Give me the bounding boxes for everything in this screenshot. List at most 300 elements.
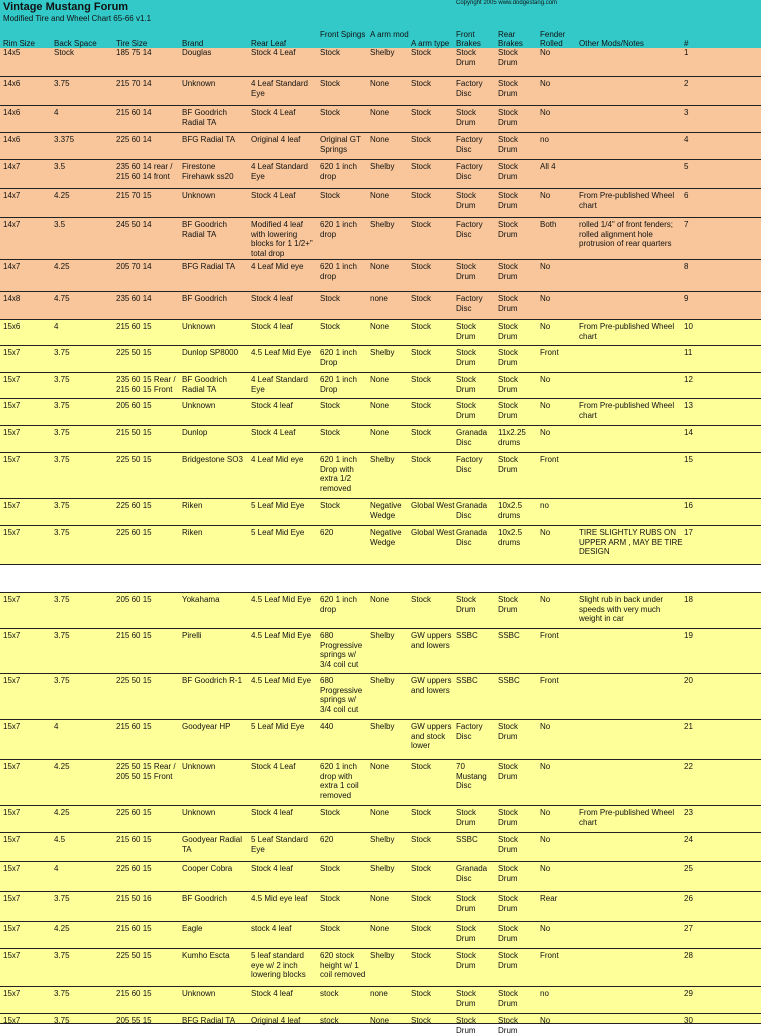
sheet-header xyxy=(0,0,761,48)
table-cell: 15x7 xyxy=(3,924,21,933)
table-cell: 20 xyxy=(684,676,693,685)
table-cell: 620 1 inch drop with extra 1 coil removed xyxy=(320,762,359,800)
table-cell: Shelby xyxy=(370,835,395,844)
table-cell: None xyxy=(370,322,390,331)
table-cell: 185 75 14 xyxy=(116,48,152,57)
table-cell: 14x7 xyxy=(3,262,21,271)
table-cell: No xyxy=(540,924,551,933)
table-cell: 30 xyxy=(684,1016,693,1025)
table-cell: 25 xyxy=(684,864,693,873)
table-cell: Stock Drum xyxy=(456,348,477,367)
table-row xyxy=(0,949,761,987)
table-cell: None xyxy=(370,595,390,604)
table-cell: 14x5 xyxy=(3,48,21,57)
table-cell: Dunlop SP8000 xyxy=(182,348,239,357)
table-cell: Stock Drum xyxy=(498,262,519,281)
table-cell: 23 xyxy=(684,808,693,817)
table-cell: 10x2.5 drums xyxy=(498,528,523,547)
table-cell: Stock xyxy=(411,595,432,604)
table-cell: 15x7 xyxy=(3,894,21,903)
table-cell: 4 Leaf Standard Eye xyxy=(251,79,308,98)
table-cell: Stock Drum xyxy=(498,722,519,741)
table-cell: 3.75 xyxy=(54,375,70,384)
table-cell: Granada Disc xyxy=(456,864,488,883)
table-cell: 225 50 15 xyxy=(116,676,152,685)
table-cell: TIRE SLIGHTLY RUBS ON UPPER ARM , MAY BE TIRE DESIGN xyxy=(579,528,683,556)
table-cell: From Pre-published Wheel chart xyxy=(579,322,675,341)
table-cell: Stock Drum xyxy=(456,48,477,67)
table-cell: 8 xyxy=(684,262,689,271)
table-cell: None xyxy=(370,375,390,384)
table-cell: Stock xyxy=(411,375,432,384)
table-row xyxy=(0,922,761,949)
table-cell: rolled 1/4" of front fenders; rolled alignment hole protrusion of rear quarters xyxy=(579,220,674,248)
column-header: # xyxy=(684,39,689,48)
table-cell: Stock Drum xyxy=(456,108,477,127)
table-cell: 14x6 xyxy=(3,108,21,117)
table-row xyxy=(0,453,761,499)
table-cell: 15x7 xyxy=(3,808,21,817)
table-cell: 3.75 xyxy=(54,595,70,604)
table-cell: BF Goodrich R-1 xyxy=(182,676,243,685)
column-header: Rear Leaf xyxy=(251,39,287,48)
table-cell: Front xyxy=(540,676,559,685)
table-cell: 3 xyxy=(684,108,689,117)
table-cell: SSBC xyxy=(456,835,478,844)
table-cell: Stock xyxy=(411,1016,432,1025)
table-cell: 235 60 15 Rear / 215 60 15 Front xyxy=(116,375,176,394)
table-cell: Stock Drum xyxy=(498,835,519,854)
table-cell: 4 xyxy=(54,322,59,331)
table-cell: Unknown xyxy=(182,401,216,410)
table-cell: Bridgestone SO3 xyxy=(182,455,243,464)
table-cell: Factory Disc xyxy=(456,220,483,239)
table-cell: Shelby xyxy=(370,48,395,57)
table-cell: no xyxy=(540,135,549,144)
table-cell: BF Goodrich xyxy=(182,294,227,303)
table-row xyxy=(0,760,761,806)
table-cell: Both xyxy=(540,220,557,229)
table-cell: Granada Disc xyxy=(456,428,488,447)
table-cell: Stock xyxy=(411,455,432,464)
table-cell: Global West xyxy=(411,501,455,510)
table-cell: 16 xyxy=(684,501,693,510)
table-cell: 215 70 14 xyxy=(116,79,152,88)
column-header: A arm type xyxy=(411,39,450,48)
table-cell: Stock xyxy=(320,808,341,817)
table-cell: 215 60 15 xyxy=(116,722,152,731)
table-cell: Stock 4 leaf xyxy=(251,864,293,873)
column-header: Other Mods/Notes xyxy=(579,39,644,48)
table-cell: Kumho Escta xyxy=(182,951,230,960)
table-cell: Stock xyxy=(411,191,432,200)
table-cell: Stock xyxy=(411,79,432,88)
table-row xyxy=(0,189,761,218)
table-cell: stock xyxy=(320,989,339,998)
table-cell: 15x7 xyxy=(3,989,21,998)
table-cell: 5 Leaf Mid Eye xyxy=(251,501,305,510)
table-cell: 215 60 15 xyxy=(116,322,152,331)
table-cell: Firestone Firehawk ss20 xyxy=(182,162,234,181)
table-cell: Stock xyxy=(320,191,341,200)
table-cell: 215 70 15 xyxy=(116,191,152,200)
table-cell: Stock xyxy=(411,808,432,817)
table-cell: Stock xyxy=(320,48,341,57)
table-row xyxy=(0,593,761,629)
table-cell: No xyxy=(540,375,551,384)
table-cell: 4 Leaf Standard Eye xyxy=(251,162,308,181)
table-cell: No xyxy=(540,1016,551,1025)
table-cell: Stock Drum xyxy=(498,294,519,313)
table-cell: None xyxy=(370,428,390,437)
table-cell: Shelby xyxy=(370,455,395,464)
table-cell: 3.75 xyxy=(54,79,70,88)
table-cell: None xyxy=(370,894,390,903)
table-cell: Unknown xyxy=(182,79,216,88)
table-cell: Stock xyxy=(320,428,341,437)
table-cell: Unknown xyxy=(182,808,216,817)
table-cell: 225 60 15 xyxy=(116,864,152,873)
table-cell: 26 xyxy=(684,894,693,903)
table-row xyxy=(0,320,761,346)
table-cell: 15x7 xyxy=(3,722,21,731)
table-cell: Eagle xyxy=(182,924,203,933)
table-cell: Riken xyxy=(182,501,203,510)
table-cell: 620 1 inch Drop xyxy=(320,375,357,394)
table-cell: Stock 4 leaf xyxy=(251,322,293,331)
table-row xyxy=(0,133,761,160)
table-cell: 7 xyxy=(684,220,689,229)
table-row xyxy=(0,1014,761,1035)
table-cell: Stock Drum xyxy=(498,808,519,827)
table-cell: Stock Drum xyxy=(456,401,477,420)
table-cell: 3.75 xyxy=(54,894,70,903)
table-cell: Negative Wedge xyxy=(370,501,402,520)
table-cell: Stock xyxy=(411,762,432,771)
table-cell: None xyxy=(370,79,390,88)
table-cell: Unknown xyxy=(182,322,216,331)
table-cell: Slight rub in back under speeds with very much weight in car xyxy=(579,595,664,623)
table-cell: Goodyear HP xyxy=(182,722,231,731)
table-row xyxy=(0,806,761,833)
table-cell: Factory Disc xyxy=(456,455,483,474)
table-cell: Shelby xyxy=(370,864,395,873)
table-cell: 3.75 xyxy=(54,455,70,464)
table-cell: 12 xyxy=(684,375,693,384)
table-row xyxy=(0,346,761,373)
table-cell: 225 60 15 xyxy=(116,808,152,817)
table-cell: Yokahama xyxy=(182,595,220,604)
table-cell: 22 xyxy=(684,762,693,771)
table-cell: 15x7 xyxy=(3,401,21,410)
table-cell: 4 xyxy=(54,108,59,117)
table-cell: SSBC xyxy=(498,631,520,640)
table-cell: 620 1 inch drop xyxy=(320,220,357,239)
table-cell: Negative Wedge xyxy=(370,528,402,547)
table-cell: 15x7 xyxy=(3,835,21,844)
table-cell: 245 50 14 xyxy=(116,220,152,229)
table-cell: Stock xyxy=(320,924,341,933)
table-cell: Cooper Cobra xyxy=(182,864,233,873)
table-cell: From Pre-published Wheel chart xyxy=(579,191,675,210)
table-cell: Granada Disc xyxy=(456,528,488,547)
table-cell: 620 xyxy=(320,528,334,537)
table-cell: 3.75 xyxy=(54,528,70,537)
table-cell: Stock xyxy=(411,294,432,303)
table-row xyxy=(0,426,761,453)
table-cell: 14x6 xyxy=(3,79,21,88)
table-cell: Stock xyxy=(411,135,432,144)
table-cell: 3.5 xyxy=(54,220,66,229)
table-cell: Stock Drum xyxy=(498,322,519,341)
table-cell: Front xyxy=(540,951,559,960)
table-row xyxy=(0,629,761,674)
table-cell: No xyxy=(540,262,551,271)
table-cell: 13 xyxy=(684,401,693,410)
table-cell: Stock Drum xyxy=(498,762,519,781)
table-cell: 11x2.25 drums xyxy=(498,428,526,447)
table-cell: Stock Drum xyxy=(498,135,519,154)
table-cell: 15x7 xyxy=(3,631,21,640)
table-cell: GW uppers and lowers xyxy=(411,676,452,695)
table-cell: 3.75 xyxy=(54,989,70,998)
table-cell: Stock Drum xyxy=(456,989,477,1008)
table-cell: None xyxy=(370,1016,390,1025)
table-cell: 225 50 15 xyxy=(116,455,152,464)
table-cell: 215 60 15 xyxy=(116,924,152,933)
table-cell: BFG Radial TA xyxy=(182,262,236,271)
table-cell: 205 60 15 xyxy=(116,595,152,604)
table-cell: 14x7 xyxy=(3,162,21,171)
table-row xyxy=(0,48,761,77)
column-header: Back Space xyxy=(54,39,97,48)
table-cell: 5 xyxy=(684,162,689,171)
table-cell: BFG Radial TA xyxy=(182,1016,236,1025)
table-cell: No xyxy=(540,595,551,604)
table-cell: Factory Disc xyxy=(456,294,483,313)
table-cell: 28 xyxy=(684,951,693,960)
table-cell: 4.75 xyxy=(54,294,70,303)
table-cell: No xyxy=(540,808,551,817)
table-cell: 680 Progressive springs w/ 3/4 coil cut xyxy=(320,676,363,714)
table-cell: Stock xyxy=(320,294,341,303)
table-cell: Douglas xyxy=(182,48,212,57)
table-cell: Shelby xyxy=(370,220,395,229)
table-cell: 5 Leaf Mid Eye xyxy=(251,528,305,537)
table-cell: 215 60 14 xyxy=(116,108,152,117)
table-cell: 2 xyxy=(684,79,689,88)
table-cell: Front xyxy=(540,455,559,464)
table-cell: Stock xyxy=(411,951,432,960)
table-cell: 14x6 xyxy=(3,135,21,144)
table-cell: 215 50 15 xyxy=(116,428,152,437)
table-cell: 235 60 14 rear / 215 60 14 front xyxy=(116,162,173,181)
table-cell: None xyxy=(370,762,390,771)
table-cell: Shelby xyxy=(370,348,395,357)
table-cell: 14x8 xyxy=(3,294,21,303)
table-cell: Factory Disc xyxy=(456,79,483,98)
column-header: Front Spings xyxy=(320,30,366,39)
table-cell: No xyxy=(540,528,551,537)
table-cell: 3.75 xyxy=(54,631,70,640)
table-cell: 3.75 xyxy=(54,951,70,960)
table-cell: 29 xyxy=(684,989,693,998)
table-cell: Stock Drum xyxy=(456,894,477,913)
table-cell: SSBC xyxy=(456,676,478,685)
table-cell: BF Goodrich Radial TA xyxy=(182,108,227,127)
table-row xyxy=(0,77,761,106)
table-cell: No xyxy=(540,864,551,873)
table-cell: no xyxy=(540,989,549,998)
table-cell: 620 1 inch drop xyxy=(320,162,357,181)
table-cell: 4 xyxy=(54,864,59,873)
table-cell: Stock Drum xyxy=(456,595,477,614)
table-cell: 215 50 16 xyxy=(116,894,152,903)
table-cell: Granada Disc xyxy=(456,501,488,520)
table-row xyxy=(0,720,761,760)
table-cell: Stock Drum xyxy=(498,455,519,474)
table-cell: 4.5 xyxy=(54,835,66,844)
table-row xyxy=(0,106,761,133)
table-cell: Stock 4 leaf xyxy=(251,989,293,998)
table-cell: 18 xyxy=(684,595,693,604)
table-cell: 620 1 inch drop xyxy=(320,595,357,614)
table-cell: Stock 4 Leaf xyxy=(251,428,296,437)
table-cell: 14x7 xyxy=(3,191,21,200)
table-cell: 15x7 xyxy=(3,455,21,464)
table-row xyxy=(0,399,761,426)
table-cell: 225 60 15 xyxy=(116,501,152,510)
table-row xyxy=(0,260,761,292)
table-cell: Stock xyxy=(320,864,341,873)
table-cell: Stock xyxy=(320,108,341,117)
table-cell: Stock xyxy=(411,924,432,933)
page-break-gap xyxy=(0,565,761,593)
table-cell: Stock xyxy=(411,108,432,117)
table-cell: Modified 4 leaf with lowering blocks for 1 1/2+" total drop xyxy=(251,220,313,258)
table-cell: 225 50 15 xyxy=(116,951,152,960)
table-cell: Stock xyxy=(411,262,432,271)
table-cell: Stock Drum xyxy=(498,375,519,394)
table-cell: Stock xyxy=(411,220,432,229)
table-cell: 10x2.5 drums xyxy=(498,501,523,520)
table-cell: 15x7 xyxy=(3,1016,21,1025)
table-cell: 15 xyxy=(684,455,693,464)
table-cell: From Pre-published Wheel chart xyxy=(579,401,675,420)
table-cell: Dunlop xyxy=(182,428,208,437)
table-row xyxy=(0,373,761,399)
table-cell: 15x7 xyxy=(3,428,21,437)
table-cell: None xyxy=(370,924,390,933)
table-cell: 3.75 xyxy=(54,676,70,685)
table-cell: Shelby xyxy=(370,951,395,960)
table-cell: no xyxy=(540,501,549,510)
table-cell: Stock 4 Leaf xyxy=(251,108,296,117)
table-row xyxy=(0,499,761,526)
table-cell: 225 60 15 xyxy=(116,528,152,537)
table-cell: Stock xyxy=(320,501,341,510)
table-cell: 620 1 inch Drop xyxy=(320,348,357,367)
table-cell: 4.25 xyxy=(54,262,70,271)
column-header: Fender Rolled xyxy=(540,30,566,48)
table-cell: 4 xyxy=(54,722,59,731)
table-cell: Stock xyxy=(411,428,432,437)
table-cell: 680 Progressive springs w/ 3/4 coil cut xyxy=(320,631,363,669)
table-cell: 3.75 xyxy=(54,348,70,357)
table-cell: 1 xyxy=(684,48,689,57)
table-cell: Stock Drum xyxy=(456,808,477,827)
table-cell: BF Goodrich Radial TA xyxy=(182,220,227,239)
table-row xyxy=(0,218,761,260)
table-cell: 15x7 xyxy=(3,375,21,384)
table-cell: 4.5 Leaf Mid Eye xyxy=(251,676,312,685)
table-cell: Stock 4 Leaf xyxy=(251,762,296,771)
table-cell: 3.75 xyxy=(54,428,70,437)
table-cell: Stock Drum xyxy=(498,924,519,943)
table-cell: Stock xyxy=(411,864,432,873)
table-cell: Shelby xyxy=(370,722,395,731)
table-cell: 3.75 xyxy=(54,501,70,510)
table-cell: 215 60 15 xyxy=(116,989,152,998)
table-row xyxy=(0,862,761,892)
table-cell: 5 Leaf Standard Eye xyxy=(251,835,308,854)
table-row xyxy=(0,674,761,720)
table-cell: 15x7 xyxy=(3,595,21,604)
table-cell: 4 Leaf Mid eye xyxy=(251,455,304,464)
table-cell: 14x7 xyxy=(3,220,21,229)
table-cell: 205 70 14 xyxy=(116,262,152,271)
table-cell: 4.25 xyxy=(54,924,70,933)
table-cell: Stock Drum xyxy=(456,191,477,210)
table-cell: BF Goodrich xyxy=(182,894,227,903)
table-cell: Stock 4 leaf xyxy=(251,294,293,303)
table-cell: Stock Drum xyxy=(498,951,519,970)
table-row xyxy=(0,987,761,1014)
column-header: Rim Size xyxy=(3,39,36,48)
table-cell: 215 60 15 xyxy=(116,631,152,640)
table-cell: Stock xyxy=(320,894,341,903)
table-cell: Stock 4 leaf xyxy=(251,401,293,410)
table-cell: 15x7 xyxy=(3,348,21,357)
table-cell: All 4 xyxy=(540,162,556,171)
table-cell: Stock xyxy=(411,322,432,331)
table-cell: 4 Leaf Mid eye xyxy=(251,262,304,271)
table-cell: Stock xyxy=(320,401,341,410)
table-cell: Stock Drum xyxy=(498,348,519,367)
table-cell: 5 Leaf Mid Eye xyxy=(251,722,305,731)
table-cell: 225 60 14 xyxy=(116,135,152,144)
table-cell: 15x7 xyxy=(3,528,21,537)
table-cell: Unknown xyxy=(182,191,216,200)
table-cell: 15x7 xyxy=(3,951,21,960)
table-cell: 10 xyxy=(684,322,693,331)
table-cell: Stock xyxy=(411,894,432,903)
table-cell: Riken xyxy=(182,528,203,537)
table-row xyxy=(0,892,761,922)
table-cell: Rear xyxy=(540,894,558,903)
table-cell: 17 xyxy=(684,528,693,537)
table-cell: Stock xyxy=(411,401,432,410)
column-header: A arm mod xyxy=(370,30,409,39)
table-cell: No xyxy=(540,835,551,844)
table-cell: Front xyxy=(540,348,559,357)
table-cell: 19 xyxy=(684,631,693,640)
page-title: Vintage Mustang Forum xyxy=(3,1,129,13)
table-cell: None xyxy=(370,108,390,117)
table-cell: Shelby xyxy=(370,631,395,640)
table-cell: Stock Drum xyxy=(456,951,477,970)
table-cell: 5 leaf standard eye w/ 2 inch lowering blocks xyxy=(251,951,306,979)
